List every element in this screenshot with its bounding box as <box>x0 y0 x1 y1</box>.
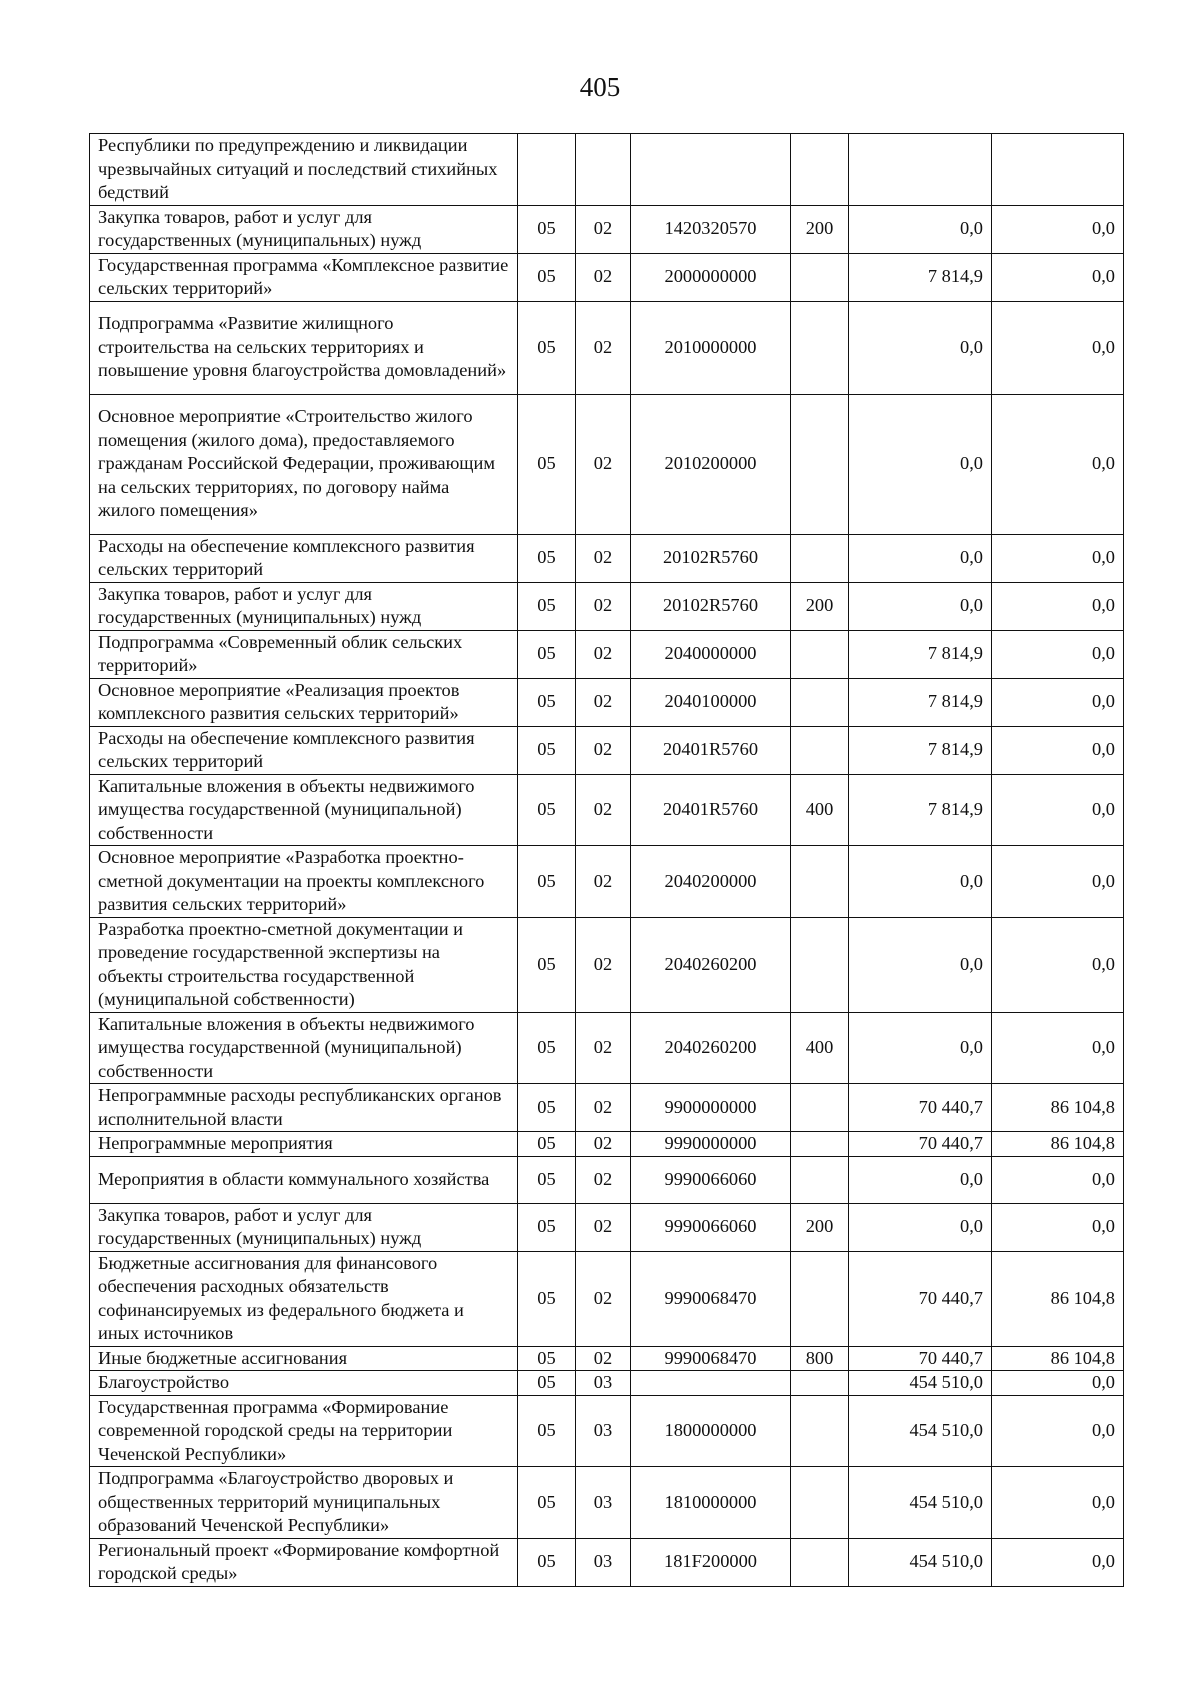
cell-csr: 20401R5760 <box>631 774 791 846</box>
cell-vr <box>791 678 849 726</box>
table-row <box>90 1395 1124 1467</box>
cell-sum1: 0,0 <box>849 534 992 582</box>
cell-rz: 05 <box>518 1251 576 1346</box>
table-row <box>90 678 1124 726</box>
table-row <box>90 1371 1124 1396</box>
cell-sum1: 7 814,9 <box>849 726 992 774</box>
cell-sum1: 454 510,0 <box>849 1467 992 1539</box>
cell-name: Капитальные вложения в объекты недвижимого имущества государственной (муниципальной) собственности <box>90 774 518 846</box>
cell-name: Региональный проект «Формирование комфортной городской среды» <box>90 1538 518 1586</box>
cell-pr: 02 <box>576 678 631 726</box>
cell-sum1: 0,0 <box>849 917 992 1012</box>
cell-name: Государственная программа «Формирование современной городской среды на территории Чеченской Республики» <box>90 1395 518 1467</box>
cell-vr <box>791 1371 849 1396</box>
cell-csr: 2010000000 <box>631 301 791 394</box>
cell-sum2: 0,0 <box>992 205 1124 253</box>
cell-vr <box>791 1084 849 1132</box>
table-row <box>90 1538 1124 1586</box>
cell-csr: 9990066060 <box>631 1156 791 1203</box>
cell-name: Непрограммные мероприятия <box>90 1132 518 1157</box>
cell-sum1: 0,0 <box>849 846 992 918</box>
cell-csr: 20102R5760 <box>631 582 791 630</box>
cell-name: Мероприятия в области коммунального хозяйства <box>90 1156 518 1203</box>
cell-rz: 05 <box>518 394 576 534</box>
cell-vr <box>791 1251 849 1346</box>
cell-sum1: 70 440,7 <box>849 1251 992 1346</box>
page-number: 405 <box>579 72 621 102</box>
cell-sum1: 0,0 <box>849 1203 992 1251</box>
cell-sum2: 0,0 <box>992 394 1124 534</box>
cell-csr: 181F200000 <box>631 1538 791 1586</box>
cell-name: Основное мероприятие «Разработка проектно-сметной документации на проекты комплексного развития сельских территорий» <box>90 846 518 918</box>
cell-vr <box>791 846 849 918</box>
table-row <box>90 1156 1124 1203</box>
table-row <box>90 205 1124 253</box>
cell-sum2: 86 104,8 <box>992 1132 1124 1157</box>
cell-sum2: 0,0 <box>992 1538 1124 1586</box>
cell-csr: 2040260200 <box>631 917 791 1012</box>
cell-pr: 02 <box>576 1251 631 1346</box>
cell-csr: 20401R5760 <box>631 726 791 774</box>
cell-rz: 05 <box>518 1012 576 1084</box>
table-row <box>90 917 1124 1012</box>
cell-vr <box>791 917 849 1012</box>
cell-name: Подпрограмма «Благоустройство дворовых и общественных территорий муниципальных образований Чеченской Республики» <box>90 1467 518 1539</box>
table-row <box>90 846 1124 918</box>
cell-sum2: 0,0 <box>992 1203 1124 1251</box>
cell-pr: 02 <box>576 630 631 678</box>
cell-vr <box>791 1467 849 1539</box>
cell-pr: 02 <box>576 205 631 253</box>
cell-pr: 03 <box>576 1538 631 1586</box>
cell-vr: 200 <box>791 582 849 630</box>
cell-pr: 02 <box>576 1156 631 1203</box>
cell-name: Расходы на обеспечение комплексного развития сельских территорий <box>90 726 518 774</box>
cell-csr: 9900000000 <box>631 1084 791 1132</box>
table-row <box>90 1203 1124 1251</box>
cell-rz: 05 <box>518 1467 576 1539</box>
cell-rz: 05 <box>518 774 576 846</box>
cell-rz: 05 <box>518 1084 576 1132</box>
cell-sum1: 70 440,7 <box>849 1132 992 1157</box>
cell-sum2: 0,0 <box>992 1012 1124 1084</box>
cell-pr: 02 <box>576 1203 631 1251</box>
table-row <box>90 726 1124 774</box>
cell-rz: 05 <box>518 917 576 1012</box>
cell-sum2: 0,0 <box>992 1467 1124 1539</box>
cell-vr: 400 <box>791 1012 849 1084</box>
cell-csr: 1810000000 <box>631 1467 791 1539</box>
cell-name: Закупка товаров, работ и услуг для государственных (муниципальных) нужд <box>90 582 518 630</box>
table-row <box>90 253 1124 301</box>
cell-vr <box>791 726 849 774</box>
table-row <box>90 394 1124 534</box>
cell-csr: 9990068470 <box>631 1251 791 1346</box>
cell-pr: 02 <box>576 726 631 774</box>
cell-csr: 2040260200 <box>631 1012 791 1084</box>
cell-rz: 05 <box>518 630 576 678</box>
cell-name: Закупка товаров, работ и услуг для государственных (муниципальных) нужд <box>90 1203 518 1251</box>
cell-sum2: 0,0 <box>992 534 1124 582</box>
cell-rz: 05 <box>518 678 576 726</box>
cell-vr: 400 <box>791 774 849 846</box>
cell-csr: 9990068470 <box>631 1346 791 1371</box>
cell-pr: 02 <box>576 301 631 394</box>
cell-pr: 02 <box>576 534 631 582</box>
cell-vr <box>791 134 849 206</box>
cell-rz: 05 <box>518 534 576 582</box>
cell-rz: 05 <box>518 1371 576 1396</box>
cell-sum1: 0,0 <box>849 301 992 394</box>
cell-pr: 02 <box>576 1346 631 1371</box>
cell-sum2: 0,0 <box>992 678 1124 726</box>
cell-vr: 200 <box>791 205 849 253</box>
cell-pr <box>576 134 631 206</box>
cell-name: Государственная программа «Комплексное развитие сельских территорий» <box>90 253 518 301</box>
cell-name: Непрограммные расходы республиканских органов исполнительной власти <box>90 1084 518 1132</box>
cell-rz <box>518 134 576 206</box>
cell-sum1: 70 440,7 <box>849 1346 992 1371</box>
cell-csr <box>631 134 791 206</box>
cell-rz: 05 <box>518 1156 576 1203</box>
cell-csr: 2040000000 <box>631 630 791 678</box>
cell-sum1: 0,0 <box>849 582 992 630</box>
cell-sum1: 454 510,0 <box>849 1538 992 1586</box>
cell-csr: 2010200000 <box>631 394 791 534</box>
cell-sum2: 0,0 <box>992 917 1124 1012</box>
cell-sum2: 0,0 <box>992 1156 1124 1203</box>
table-row <box>90 1012 1124 1084</box>
cell-csr: 9990066060 <box>631 1203 791 1251</box>
cell-rz: 05 <box>518 1395 576 1467</box>
cell-rz: 05 <box>518 726 576 774</box>
cell-sum1: 0,0 <box>849 394 992 534</box>
cell-sum1 <box>849 134 992 206</box>
table-row <box>90 134 1124 206</box>
cell-sum1: 454 510,0 <box>849 1371 992 1396</box>
cell-sum2: 0,0 <box>992 253 1124 301</box>
cell-csr: 1800000000 <box>631 1395 791 1467</box>
cell-sum1: 454 510,0 <box>849 1395 992 1467</box>
cell-pr: 03 <box>576 1467 631 1539</box>
cell-name: Республики по предупреждению и ликвидации чрезвычайных ситуаций и последствий стихийных бедствий <box>90 134 518 206</box>
cell-vr <box>791 1538 849 1586</box>
cell-pr: 02 <box>576 846 631 918</box>
cell-pr: 02 <box>576 917 631 1012</box>
cell-rz: 05 <box>518 253 576 301</box>
cell-name: Подпрограмма «Современный облик сельских территорий» <box>90 630 518 678</box>
cell-sum1: 0,0 <box>849 1012 992 1084</box>
cell-pr: 02 <box>576 582 631 630</box>
cell-name: Разработка проектно-сметной документации и проведение государственной экспертизы на объекты строительства государственной (муниципальной собственности) <box>90 917 518 1012</box>
cell-rz: 05 <box>518 205 576 253</box>
table-row <box>90 1084 1124 1132</box>
cell-vr <box>791 534 849 582</box>
cell-sum2: 0,0 <box>992 1395 1124 1467</box>
table-row <box>90 1251 1124 1346</box>
cell-rz: 05 <box>518 1132 576 1157</box>
cell-sum2: 0,0 <box>992 846 1124 918</box>
cell-sum2: 0,0 <box>992 582 1124 630</box>
cell-pr: 02 <box>576 1132 631 1157</box>
cell-sum2: 86 104,8 <box>992 1251 1124 1346</box>
budget-table-body <box>90 134 1124 1587</box>
table-row <box>90 582 1124 630</box>
cell-csr: 9990000000 <box>631 1132 791 1157</box>
cell-vr <box>791 630 849 678</box>
cell-vr <box>791 1156 849 1203</box>
cell-sum2: 0,0 <box>992 630 1124 678</box>
cell-vr: 200 <box>791 1203 849 1251</box>
table-row <box>90 1132 1124 1157</box>
cell-vr <box>791 394 849 534</box>
cell-csr: 20102R5760 <box>631 534 791 582</box>
cell-vr <box>791 1132 849 1157</box>
cell-vr: 800 <box>791 1346 849 1371</box>
cell-sum2: 86 104,8 <box>992 1346 1124 1371</box>
cell-rz: 05 <box>518 846 576 918</box>
cell-rz: 05 <box>518 1346 576 1371</box>
cell-pr: 02 <box>576 394 631 534</box>
budget-table <box>89 133 1124 1587</box>
cell-csr: 2040100000 <box>631 678 791 726</box>
cell-sum2: 0,0 <box>992 774 1124 846</box>
cell-sum1: 7 814,9 <box>849 630 992 678</box>
table-row <box>90 534 1124 582</box>
table-row <box>90 774 1124 846</box>
cell-pr: 02 <box>576 774 631 846</box>
cell-name: Благоустройство <box>90 1371 518 1396</box>
cell-sum1: 70 440,7 <box>849 1084 992 1132</box>
cell-vr <box>791 253 849 301</box>
cell-sum1: 7 814,9 <box>849 774 992 846</box>
cell-vr <box>791 1395 849 1467</box>
cell-pr: 02 <box>576 253 631 301</box>
cell-sum2: 0,0 <box>992 1371 1124 1396</box>
cell-name: Капитальные вложения в объекты недвижимого имущества государственной (муниципальной) собственности <box>90 1012 518 1084</box>
table-row <box>90 1346 1124 1371</box>
cell-name: Закупка товаров, работ и услуг для государственных (муниципальных) нужд <box>90 205 518 253</box>
cell-sum1: 0,0 <box>849 205 992 253</box>
table-row <box>90 301 1124 394</box>
cell-sum2 <box>992 134 1124 206</box>
cell-sum1: 7 814,9 <box>849 253 992 301</box>
cell-vr <box>791 301 849 394</box>
cell-pr: 03 <box>576 1371 631 1396</box>
table-row <box>90 1467 1124 1539</box>
cell-name: Расходы на обеспечение комплексного развития сельских территорий <box>90 534 518 582</box>
cell-sum2: 0,0 <box>992 726 1124 774</box>
table-row <box>90 630 1124 678</box>
cell-sum1: 0,0 <box>849 1156 992 1203</box>
cell-pr: 02 <box>576 1084 631 1132</box>
cell-pr: 02 <box>576 1012 631 1084</box>
cell-sum1: 7 814,9 <box>849 678 992 726</box>
cell-rz: 05 <box>518 582 576 630</box>
cell-csr <box>631 1371 791 1396</box>
cell-csr: 1420320570 <box>631 205 791 253</box>
cell-name: Основное мероприятие «Реализация проектов комплексного развития сельских территорий» <box>90 678 518 726</box>
cell-name: Подпрограмма «Развитие жилищного строительства на сельских территориях и повышение уровня благоустройства домовладений» <box>90 301 518 394</box>
cell-sum2: 86 104,8 <box>992 1084 1124 1132</box>
cell-csr: 2040200000 <box>631 846 791 918</box>
cell-name: Основное мероприятие «Строительство жилого помещения (жилого дома), предоставляемого гражданам Российской Федерации, проживающим на сельских территориях, по договору найма жилого помещения» <box>90 394 518 534</box>
cell-rz: 05 <box>518 301 576 394</box>
cell-pr: 03 <box>576 1395 631 1467</box>
cell-name: Бюджетные ассигнования для финансового обеспечения расходных обязательств софинансируемых из федерального бюджета и иных источников <box>90 1251 518 1346</box>
cell-rz: 05 <box>518 1538 576 1586</box>
cell-sum2: 0,0 <box>992 301 1124 394</box>
cell-csr: 2000000000 <box>631 253 791 301</box>
cell-rz: 05 <box>518 1203 576 1251</box>
cell-name: Иные бюджетные ассигнования <box>90 1346 518 1371</box>
